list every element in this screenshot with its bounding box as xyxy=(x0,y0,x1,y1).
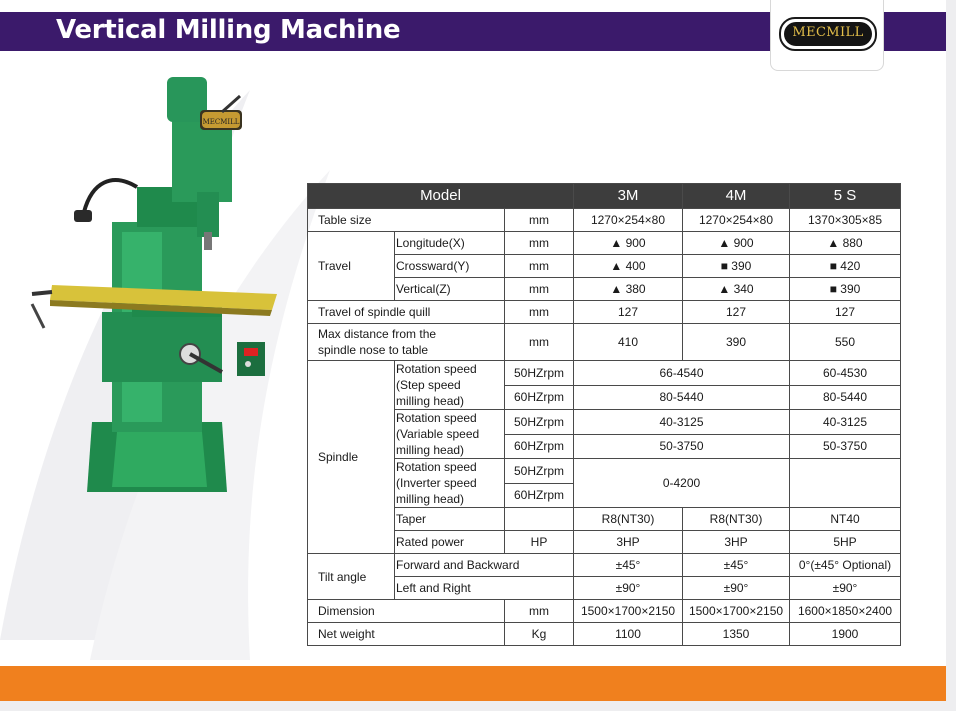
unit-cell: 60HZrpm xyxy=(505,385,574,410)
value-cell: ±90° xyxy=(574,577,683,600)
header-model-3m: 3M xyxy=(574,184,683,209)
logo-card xyxy=(770,0,884,71)
header-model-4m: 4M xyxy=(683,184,790,209)
sub-label: Crossward(Y) xyxy=(395,255,505,278)
specification-table xyxy=(307,183,901,646)
value-cell: ■ 390 xyxy=(683,255,790,278)
label-line: milling head) xyxy=(396,443,465,457)
unit-cell: 60HZrpm xyxy=(505,434,574,459)
value-cell: 1270×254×80 xyxy=(683,209,790,232)
table-row xyxy=(308,508,901,531)
label-line: Rotation speed xyxy=(396,411,477,425)
sub-label: Rated power xyxy=(395,531,505,554)
label-line: Max distance from the xyxy=(318,327,437,341)
value-cell: 80-5440 xyxy=(790,385,901,410)
value-cell: ▲ 900 xyxy=(574,232,683,255)
value-cell: 127 xyxy=(790,301,901,324)
unit-cell: 50HZrpm xyxy=(505,361,574,386)
table-row xyxy=(308,232,901,255)
value-cell: 50-3750 xyxy=(790,434,901,459)
group-label: Tilt angle xyxy=(308,554,395,600)
label-line: Rotation speed xyxy=(396,460,477,474)
row-label xyxy=(308,324,505,361)
bottom-margin-strip xyxy=(0,701,956,711)
label-line: milling head) xyxy=(396,394,465,408)
sub-label xyxy=(395,410,505,459)
unit-cell: mm xyxy=(505,278,574,301)
label-line: milling head) xyxy=(396,492,465,506)
value-cell: ▲ 380 xyxy=(574,278,683,301)
value-cell: ±90° xyxy=(790,577,901,600)
value-cell-empty xyxy=(790,459,901,508)
unit-cell: mm xyxy=(505,324,574,361)
label-line: Rotation speed xyxy=(396,362,477,376)
value-cell: 1900 xyxy=(790,623,901,646)
sub-label xyxy=(395,459,505,508)
value-cell: 127 xyxy=(683,301,790,324)
row-label: Travel of spindle quill xyxy=(308,301,505,324)
value-cell: 60-4530 xyxy=(790,361,901,386)
label-line: (Inverter speed xyxy=(396,476,477,490)
table-row xyxy=(308,301,901,324)
value-cell: ±45° xyxy=(574,554,683,577)
sub-label xyxy=(395,361,505,410)
unit-cell: mm xyxy=(505,232,574,255)
table-row xyxy=(308,623,901,646)
brand-logo-text: MECMILL xyxy=(784,22,872,46)
value-cell: 127 xyxy=(574,301,683,324)
value-cell: R8(NT30) xyxy=(683,508,790,531)
value-cell: 3HP xyxy=(574,531,683,554)
header-model: Model xyxy=(308,184,574,209)
table-row xyxy=(308,209,901,232)
value-cell: 3HP xyxy=(683,531,790,554)
table-row xyxy=(308,554,901,577)
header-model-5s: 5 S xyxy=(790,184,901,209)
value-cell: 80-5440 xyxy=(574,385,790,410)
label-line: (Variable speed xyxy=(396,427,480,441)
head-plate-text: MECMILL xyxy=(202,118,240,126)
brand-logo xyxy=(779,17,877,51)
milling-machine-image xyxy=(22,72,292,502)
unit-cell: HP xyxy=(505,531,574,554)
table-row xyxy=(308,600,901,623)
value-cell: 0°(±45° Optional) xyxy=(790,554,901,577)
sub-label: Taper xyxy=(395,508,505,531)
sub-label: Forward and Backward xyxy=(395,554,574,577)
value-cell: ±45° xyxy=(683,554,790,577)
value-cell: 40-3125 xyxy=(574,410,790,435)
row-label: Table size xyxy=(308,209,505,232)
value-cell: 1370×305×85 xyxy=(790,209,901,232)
value-cell: 410 xyxy=(574,324,683,361)
table-row xyxy=(308,577,901,600)
value-cell: 1100 xyxy=(574,623,683,646)
value-cell: ▲ 400 xyxy=(574,255,683,278)
right-margin-strip xyxy=(946,0,956,711)
value-cell: 50-3750 xyxy=(574,434,790,459)
table-row xyxy=(308,531,901,554)
label-line: spindle nose to table xyxy=(318,343,429,357)
value-cell: NT40 xyxy=(790,508,901,531)
unit-cell: mm xyxy=(505,255,574,278)
unit-cell: mm xyxy=(505,301,574,324)
value-cell: 550 xyxy=(790,324,901,361)
value-cell: ▲ 900 xyxy=(683,232,790,255)
value-cell: 0-4200 xyxy=(574,459,790,508)
value-cell: 1600×1850×2400 xyxy=(790,600,901,623)
row-label: Dimension xyxy=(308,600,505,623)
group-label: Travel xyxy=(308,232,395,301)
page-title: Vertical Milling Machine xyxy=(56,15,401,45)
footer-bar xyxy=(0,666,946,701)
unit-cell: mm xyxy=(505,600,574,623)
value-cell: 40-3125 xyxy=(790,410,901,435)
table-header-row xyxy=(308,184,901,209)
unit-cell-empty xyxy=(505,508,574,531)
value-cell: R8(NT30) xyxy=(574,508,683,531)
table-row xyxy=(308,324,901,361)
table-row xyxy=(308,361,901,386)
table-row xyxy=(308,255,901,278)
row-label: Net weight xyxy=(308,623,505,646)
label-line: (Step speed xyxy=(396,378,461,392)
sub-label: Left and Right xyxy=(395,577,574,600)
unit-cell: 60HZrpm xyxy=(505,483,574,508)
value-cell: 1270×254×80 xyxy=(574,209,683,232)
value-cell: ▲ 880 xyxy=(790,232,901,255)
table-row xyxy=(308,459,901,484)
sub-label: Vertical(Z) xyxy=(395,278,505,301)
value-cell: 1500×1700×2150 xyxy=(683,600,790,623)
value-cell: 1500×1700×2150 xyxy=(574,600,683,623)
table-row xyxy=(308,278,901,301)
value-cell: 1350 xyxy=(683,623,790,646)
sub-label: Longitude(X) xyxy=(395,232,505,255)
unit-cell: Kg xyxy=(505,623,574,646)
value-cell: ■ 420 xyxy=(790,255,901,278)
value-cell: 5HP xyxy=(790,531,901,554)
value-cell: ■ 390 xyxy=(790,278,901,301)
unit-cell: mm xyxy=(505,209,574,232)
value-cell: 390 xyxy=(683,324,790,361)
value-cell: ±90° xyxy=(683,577,790,600)
group-label: Spindle xyxy=(308,361,395,554)
value-cell: 66-4540 xyxy=(574,361,790,386)
value-cell: ▲ 340 xyxy=(683,278,790,301)
table-row xyxy=(308,410,901,435)
unit-cell: 50HZrpm xyxy=(505,410,574,435)
unit-cell: 50HZrpm xyxy=(505,459,574,484)
